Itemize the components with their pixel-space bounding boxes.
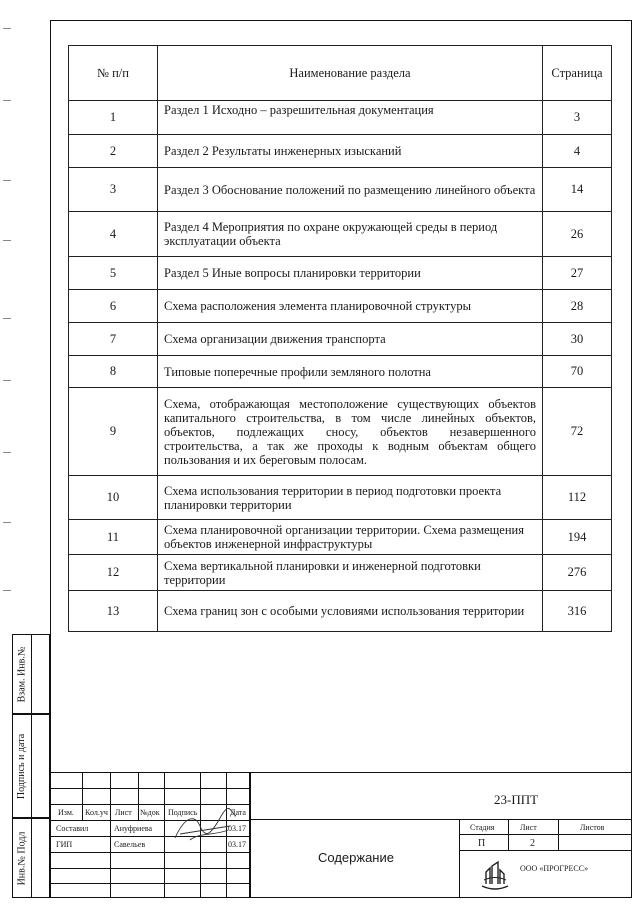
row-title: Схема расположения элемента планировочной структуры [158, 290, 543, 323]
strip-divider [31, 634, 32, 898]
signature-icon [170, 806, 240, 846]
listov-label: Листов [580, 823, 605, 832]
left-binding-strip [0, 0, 50, 905]
row-title: Раздел 3 Обоснование положений по размещению линейного объекта [158, 168, 543, 212]
table-row [69, 290, 612, 323]
row-title: Раздел 4 Мероприятия по охране окружающей среды в период эксплуатации объекта [158, 212, 543, 257]
table-row [69, 555, 612, 591]
row-page: 3 [543, 101, 612, 135]
row-num: 5 [69, 257, 158, 290]
col-kol: Кол.уч [85, 808, 108, 817]
table-row [69, 257, 612, 290]
stadia-value: П [478, 838, 486, 849]
grid-line [110, 772, 111, 898]
row-page: 112 [543, 476, 612, 520]
row-page: 4 [543, 135, 612, 168]
row-title: Схема организации движения транспорта [158, 323, 543, 356]
row-num: 10 [69, 476, 158, 520]
company-name: ООО «ПРОГРЕСС» [520, 864, 589, 873]
table-row [69, 212, 612, 257]
company-logo-icon [478, 858, 512, 892]
title-block [50, 772, 632, 898]
row-page: 194 [543, 520, 612, 555]
row-num: 12 [69, 555, 158, 591]
margin-mark [3, 28, 11, 29]
table-row [69, 356, 612, 388]
row-page: 28 [543, 290, 612, 323]
row-page: 14 [543, 168, 612, 212]
header-title: Наименование раздела [158, 46, 543, 101]
grid-line [508, 819, 509, 850]
margin-mark [3, 318, 11, 319]
row-num: 2 [69, 135, 158, 168]
table-row [69, 591, 612, 632]
grid-line [459, 834, 632, 835]
name-saveliev: Савельев [114, 840, 146, 849]
row-num: 13 [69, 591, 158, 632]
row-page: 30 [543, 323, 612, 356]
row-title: Схема вертикальной планировки и инженерной подготовки территории [158, 555, 543, 591]
vzam-inv-label: Взам. Инв.№ [16, 646, 28, 702]
row-title: Схема, отображающая местоположение существующих объектов капитального строительства, в том числе линейных объектов, объектов, подлежащих сносу, объектов незавершенного строительства, а так же проходы к водным объектам общего пользования и их береговым полосам. [158, 388, 543, 476]
table-row [69, 135, 612, 168]
col-podp: Подпись [168, 808, 198, 817]
grid-line [164, 772, 165, 898]
table-row [69, 323, 612, 356]
table-row [69, 476, 612, 520]
row-page: 26 [543, 212, 612, 257]
row-title: Раздел 5 Иные вопросы планировки территории [158, 257, 543, 290]
margin-mark [3, 590, 11, 591]
margin-mark [3, 100, 11, 101]
row-title: Типовые поперечные профили земляного полотна [158, 356, 543, 388]
header-page: Страница [543, 46, 612, 101]
table-row [69, 520, 612, 555]
row-num: 4 [69, 212, 158, 257]
row-num: 7 [69, 323, 158, 356]
row-title: Раздел 2 Результаты инженерных изысканий [158, 135, 543, 168]
table-row [69, 388, 612, 476]
grid-line [50, 883, 250, 884]
date-row1: 03.17 [228, 824, 246, 833]
row-title: Схема планировочной организации территории. Схема размещения объектов инженерной инфраструктуры [158, 520, 543, 555]
name-anufrieva: Ануфриева [114, 824, 153, 833]
stadia-label: Стадия [470, 823, 495, 832]
header-num: № п/п [69, 46, 158, 101]
row-page: 72 [543, 388, 612, 476]
grid-line [50, 804, 250, 805]
grid-line [50, 852, 250, 853]
grid-line [82, 772, 83, 820]
inv-podl-label: Инв.№ Подл [16, 831, 28, 885]
document-title: Содержание [318, 850, 394, 865]
podpis-label: Подпись и дата [16, 733, 27, 799]
date-row2: 03.17 [228, 840, 246, 849]
row-num: 6 [69, 290, 158, 323]
grid-line [50, 868, 250, 869]
col-izm: Изм. [58, 808, 74, 817]
margin-mark [3, 452, 11, 453]
code-cell [250, 772, 632, 820]
list-value: 2 [530, 838, 535, 849]
col-list: Лист [115, 808, 132, 817]
row-page: 276 [543, 555, 612, 591]
grid-line [558, 819, 559, 850]
list-label: Лист [520, 823, 537, 832]
row-page: 70 [543, 356, 612, 388]
col-ndok: №док [140, 808, 160, 817]
margin-mark [3, 522, 11, 523]
row-num: 9 [69, 388, 158, 476]
row-num: 3 [69, 168, 158, 212]
document-code: 23-ППТ [494, 792, 539, 807]
row-title: Схема использования территории в период подготовки проекта планировки территории [158, 476, 543, 520]
contents-table [68, 45, 612, 632]
row-page: 27 [543, 257, 612, 290]
col-data: Дата [230, 808, 246, 817]
table-header-row [69, 46, 612, 101]
row-title: Схема границ зон с особыми условиями использования территории [158, 591, 543, 632]
grid-line [50, 788, 250, 789]
row-page: 316 [543, 591, 612, 632]
row-title: Раздел 1 Исходно – разрешительная документация [158, 101, 543, 135]
row-num: 1 [69, 101, 158, 135]
margin-mark [3, 180, 11, 181]
table-row [69, 101, 612, 135]
margin-mark [3, 240, 11, 241]
row-num: 8 [69, 356, 158, 388]
role-gip: ГИП [56, 840, 73, 849]
role-sostavil: Составил [56, 824, 89, 833]
grid-line [138, 772, 139, 820]
grid-line [459, 850, 632, 851]
row-num: 11 [69, 520, 158, 555]
table-row [69, 168, 612, 212]
margin-mark [3, 380, 11, 381]
